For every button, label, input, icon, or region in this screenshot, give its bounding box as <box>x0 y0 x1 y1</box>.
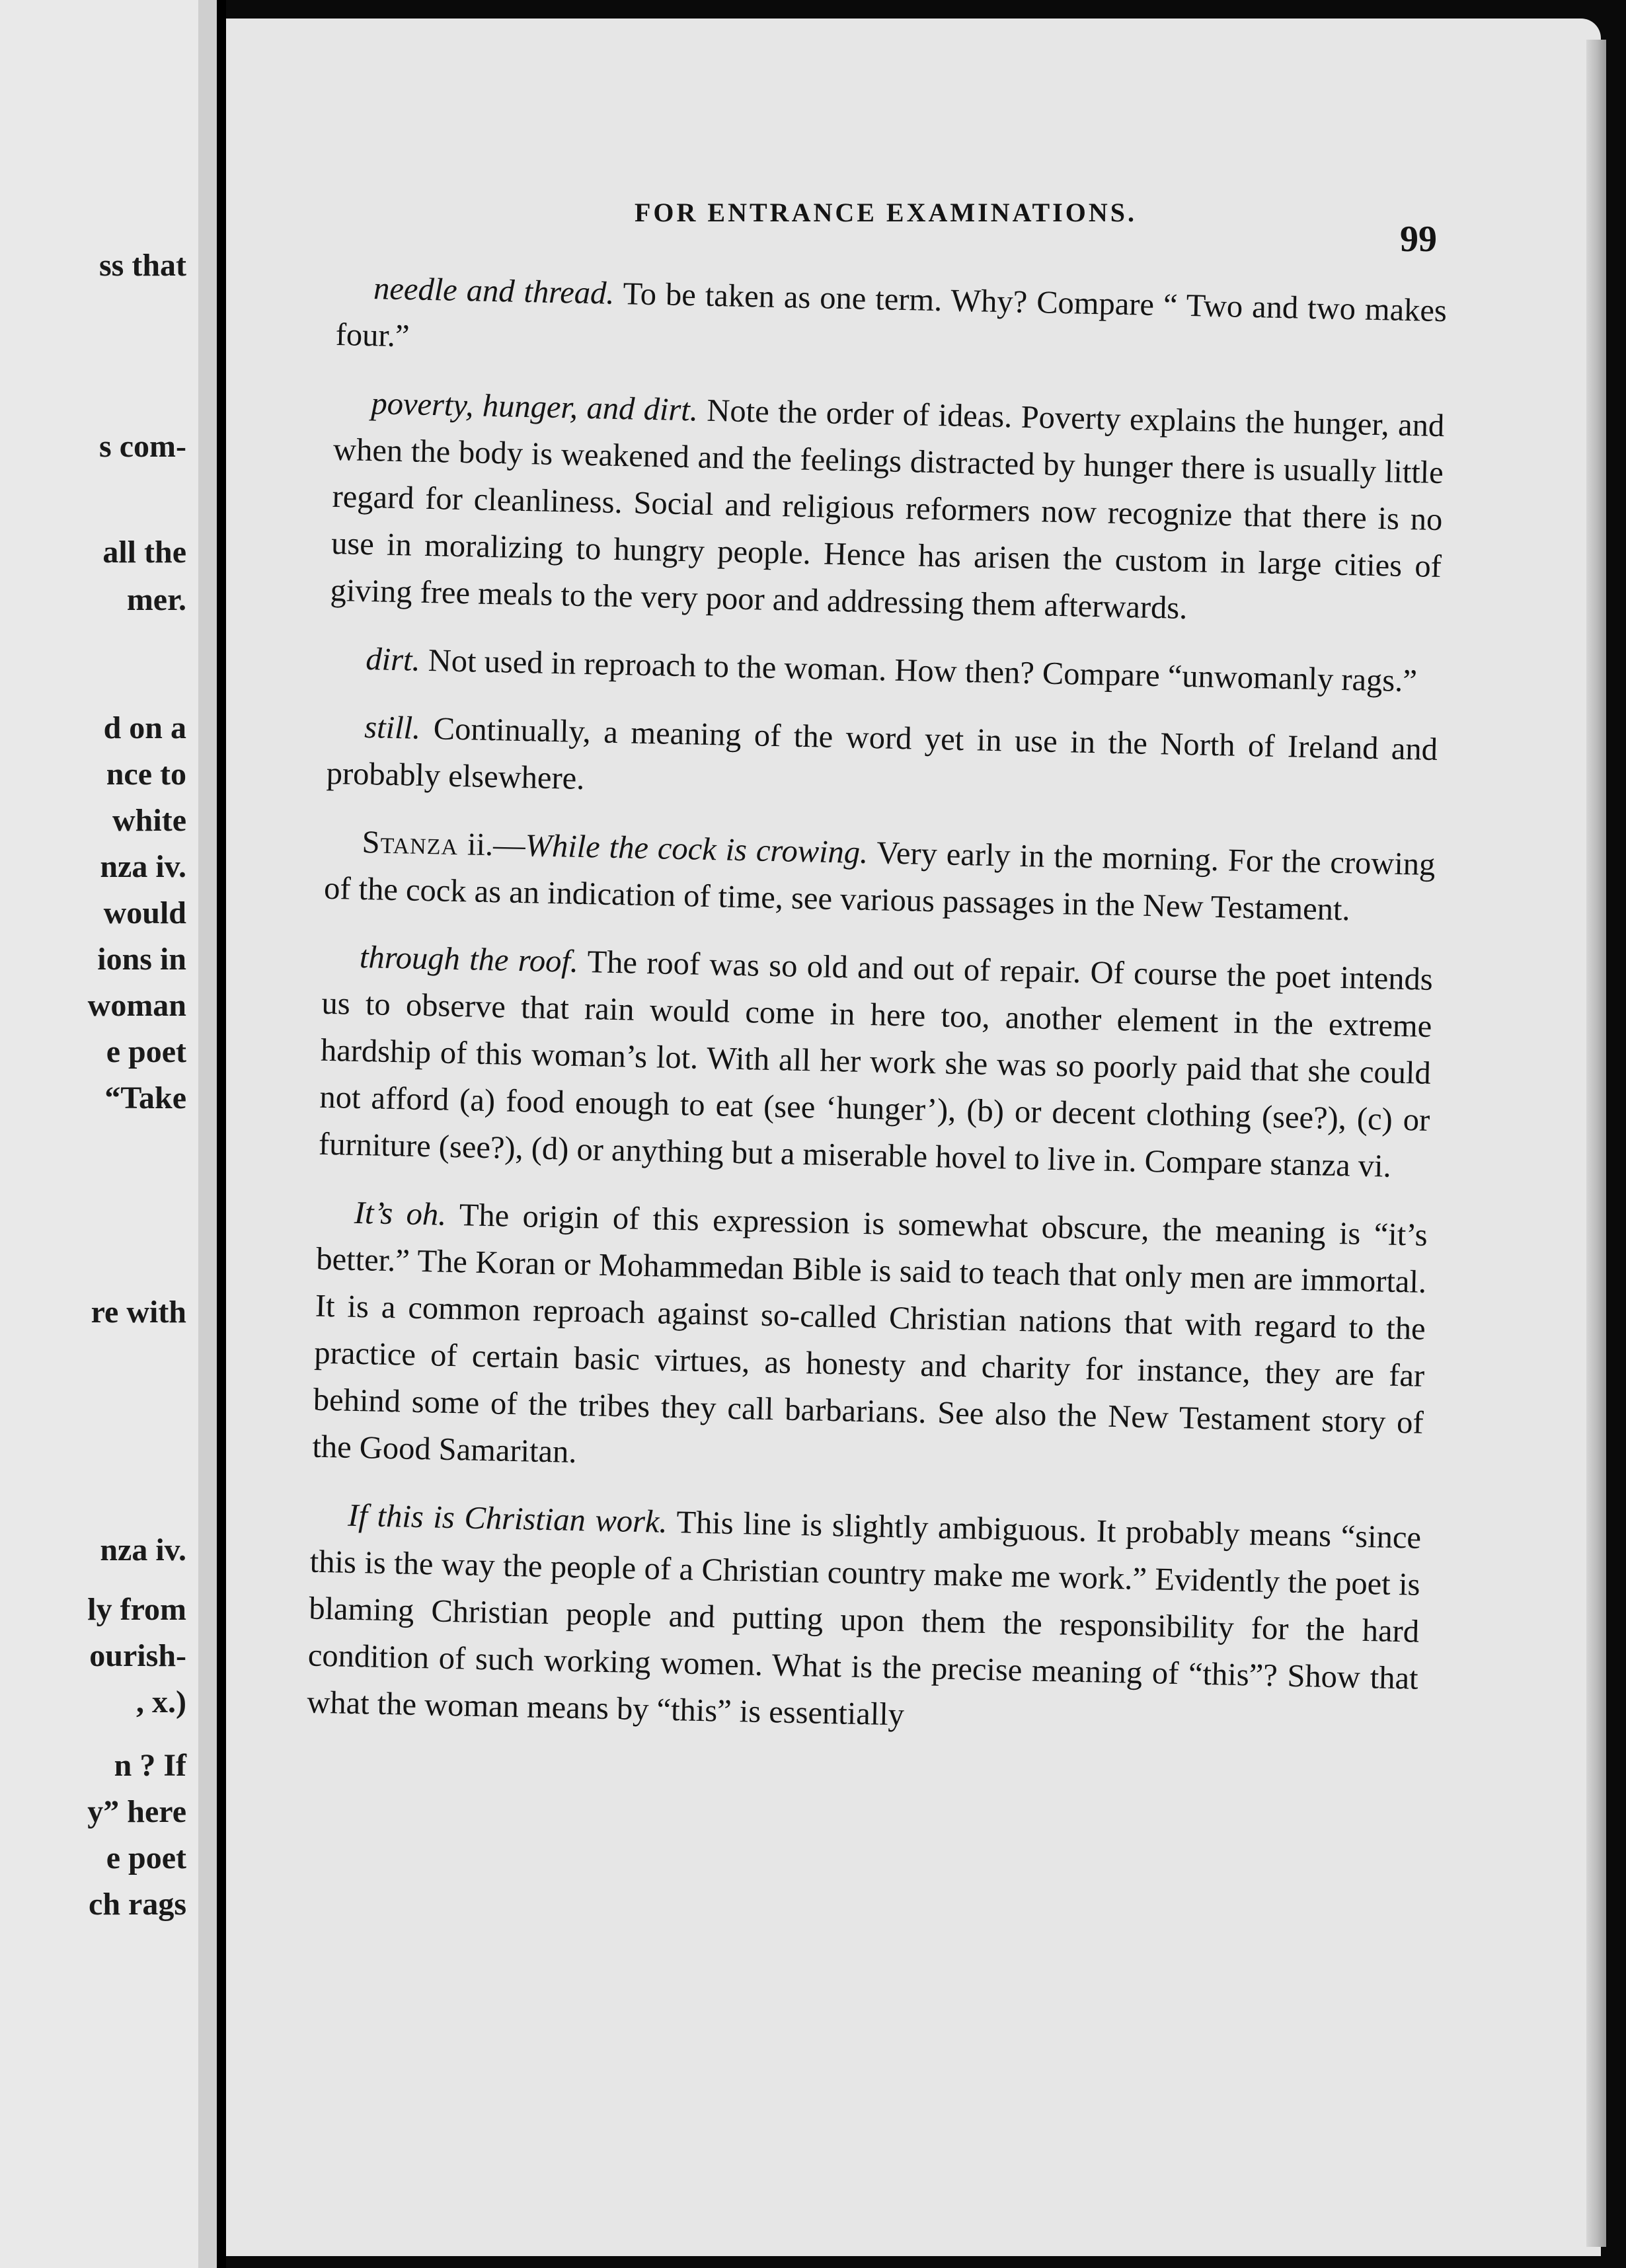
line-fragment: re with <box>91 1295 186 1330</box>
annotation-term: needle and thread. <box>373 271 615 311</box>
line-fragment: s com- <box>99 429 186 464</box>
annotation-text: Continually, a meaning of the word yet in use in the North of Ireland and probably elsewhere. <box>326 710 1438 797</box>
annotation-text: Not used in reproach to the woman. How then? Compare “unwomanly rags.” <box>420 642 1418 699</box>
stanza-paragraph <box>323 818 1436 935</box>
line-fragment: nce to <box>106 757 186 792</box>
line-fragment: “Take <box>104 1080 186 1115</box>
line-fragment: ch rags <box>89 1887 186 1922</box>
annotation-text: The roof was so old and out of repair. Of course the poet intends us to observe that rain would come in here too, another element in the extreme hardship of this woman’s lot. With all her work she was so poorly paid that she could not afford (a) food enough to eat (see ‘hunger’), (b) or decent clothing (see?), (c) or furniture (see?), (d) or anything but a miserable hovel to live in. Compare stanza vi. <box>318 944 1434 1184</box>
annotation-text: Very early in the morning. For the crowing of the cock as an indication of time, see various passages in the New Testament. <box>323 835 1436 928</box>
line-fragment: would <box>103 895 186 930</box>
page-edge-shadow <box>1586 40 1606 2247</box>
previous-page <box>0 0 198 2268</box>
stanza-label: Stanza <box>362 824 459 862</box>
line-fragment: ourish- <box>89 1638 186 1673</box>
annotation-term: While the cock is crowing. <box>525 828 869 871</box>
page-body <box>306 264 1448 1770</box>
line-fragment: , x.) <box>136 1684 186 1720</box>
annotation-paragraph <box>329 635 1440 705</box>
line-fragment: n ? If <box>114 1748 186 1783</box>
line-fragment: all the <box>102 535 186 570</box>
page-number: 99 <box>1400 219 1437 260</box>
book-spine <box>217 0 226 2268</box>
line-fragment: e poet <box>106 1840 186 1875</box>
annotation-term: through the roof. <box>359 939 579 979</box>
line-fragment: d on a <box>103 710 186 745</box>
annotation-paragraph <box>326 703 1438 820</box>
line-fragment: nza iv. <box>100 849 186 884</box>
line-fragment: ions in <box>97 942 186 977</box>
line-fragment: y” here <box>87 1794 186 1829</box>
annotation-paragraph <box>330 379 1445 637</box>
line-fragment: white <box>112 803 186 838</box>
stanza-number: ii.— <box>457 827 526 864</box>
annotation-paragraph <box>318 933 1433 1191</box>
annotation-text: Note the order of ideas. Poverty explains the hunger, and when the body is weakened and the feelings distracted by hunger there is usually little regard for cleanliness. Social and religious reformers now recognize that there is no use in moralizing to hungry people. Hence has arisen the custom in large cities of giving free meals to the very poor and addressing them afterwards. <box>330 393 1445 626</box>
line-fragment: woman <box>87 988 186 1023</box>
line-fragment: nza iv. <box>100 1532 186 1568</box>
page-gutter <box>198 0 217 2268</box>
annotation-term: still. <box>364 710 421 746</box>
annotation-term: It’s oh. <box>354 1195 447 1232</box>
line-fragment: ss that <box>98 248 186 283</box>
annotation-term: dirt. <box>365 642 421 678</box>
line-fragment: ly from <box>87 1592 186 1627</box>
annotation-text: To be taken as one term. Why? Compare “ Two and two makes four.” <box>335 276 1448 354</box>
line-fragment: mer. <box>126 582 186 617</box>
running-header: FOR ENTRANCE EXAMINATIONS. <box>635 198 1137 227</box>
annotation-term: If this is Christian work. <box>347 1497 668 1540</box>
line-fragment: e poet <box>106 1034 186 1069</box>
annotation-term: poverty, hunger, and dirt. <box>371 386 699 428</box>
annotation-text: The origin of this expression is somewhat obscure, the meaning is “it’s better.” The Koran or Mohammedan Bible is said to teach that only men are immortal. It is a common reproach against so-called Christian nations that with regard to the practice of certain basic virtues, as honesty and charity for instance, they are far behind some of the tribes they call barbarians. See also the New Testament story of the Good Samaritan. <box>311 1197 1428 1470</box>
annotation-paragraph <box>312 1189 1428 1493</box>
annotation-paragraph <box>307 1492 1422 1749</box>
annotation-text: This line is slightly ambiguous. It probably means “since this is the way the people of a Christian country make me work.” Evidently the poet is blaming Christian people and putting upon them the responsibility for the hard condition of such working women. What is the precise meaning of “this”? Show that what the woman means by “this” is essentially <box>306 1504 1422 1733</box>
